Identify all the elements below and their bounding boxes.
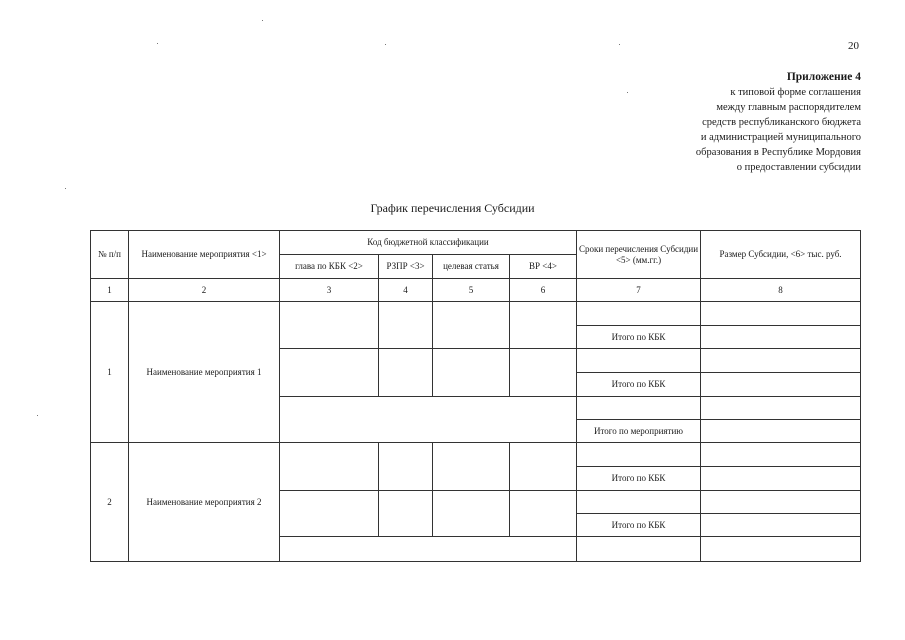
cell-vr bbox=[510, 443, 577, 491]
cell-amount bbox=[701, 467, 861, 491]
cell-rzpr bbox=[379, 491, 433, 537]
page-number: 20 bbox=[848, 40, 859, 52]
appendix-line: образования в Республике Мордовия bbox=[695, 147, 861, 158]
kbk-total-label: Итого по КБК bbox=[577, 326, 701, 349]
subsidy-schedule-table bbox=[90, 230, 861, 562]
kbk-total-label: Итого по КБК bbox=[577, 373, 701, 397]
cell-amount bbox=[701, 443, 861, 467]
col-number: 5 bbox=[433, 279, 510, 302]
scan-speck bbox=[157, 43, 158, 44]
header-event: Наименование мероприятия <1> bbox=[129, 231, 280, 279]
row-num: 2 bbox=[91, 443, 129, 562]
cell-rzpr bbox=[379, 302, 433, 349]
appendix-block bbox=[696, 70, 861, 175]
cell-target bbox=[433, 491, 510, 537]
cell-amount bbox=[701, 373, 861, 397]
cell-amount bbox=[701, 420, 861, 443]
event-total-label: Итого по мероприятию bbox=[577, 420, 701, 443]
cell-amount bbox=[701, 302, 861, 326]
cell-merged-kbk bbox=[280, 537, 577, 562]
scan-speck bbox=[619, 44, 620, 45]
cell-merged-kbk bbox=[280, 397, 577, 443]
appendix-line: и администрацией муниципального bbox=[700, 132, 861, 143]
cell-term bbox=[577, 537, 701, 562]
row-event-name: Наименование мероприятия 1 bbox=[129, 302, 280, 443]
header-vr: ВР <4> bbox=[510, 255, 577, 279]
header-chapter: глава по КБК <2> bbox=[280, 255, 379, 279]
col-number: 1 bbox=[91, 279, 129, 302]
cell-rzpr bbox=[379, 349, 433, 397]
row-event-name: Наименование мероприятия 2 bbox=[129, 443, 280, 562]
cell-vr bbox=[510, 491, 577, 537]
cell-term bbox=[577, 443, 701, 467]
scan-speck bbox=[37, 415, 38, 416]
scan-speck bbox=[385, 44, 386, 45]
cell-chapter bbox=[280, 302, 379, 349]
col-number: 6 bbox=[510, 279, 577, 302]
col-number: 2 bbox=[129, 279, 280, 302]
header-terms: Сроки перечисления Субсидии <5> (мм.гг.) bbox=[577, 231, 701, 279]
cell-term bbox=[577, 349, 701, 373]
col-number: 8 bbox=[701, 279, 861, 302]
cell-target bbox=[433, 302, 510, 349]
header-target: целевая статья bbox=[433, 255, 510, 279]
header-num: № п/п bbox=[91, 231, 129, 279]
cell-chapter bbox=[280, 349, 379, 397]
cell-rzpr bbox=[379, 443, 433, 491]
cell-target bbox=[433, 349, 510, 397]
kbk-total-label: Итого по КБК bbox=[577, 467, 701, 491]
row-num: 1 bbox=[91, 302, 129, 443]
cell-term bbox=[577, 302, 701, 326]
col-number: 3 bbox=[280, 279, 379, 302]
cell-amount bbox=[701, 397, 861, 420]
cell-amount bbox=[701, 514, 861, 537]
cell-vr bbox=[510, 302, 577, 349]
document-title: График перечисления Субсидии bbox=[370, 201, 535, 215]
cell-vr bbox=[510, 349, 577, 397]
header-amount: Размер Субсидии, <6> тыс. руб. bbox=[701, 231, 861, 279]
header-rzpr: РЗПР <3> bbox=[379, 255, 433, 279]
appendix-line: о предоставлении субсидии bbox=[736, 162, 861, 173]
appendix-line: между главным распорядителем bbox=[716, 102, 861, 113]
cell-chapter bbox=[280, 491, 379, 537]
col-number: 4 bbox=[379, 279, 433, 302]
col-number: 7 bbox=[577, 279, 701, 302]
cell-amount bbox=[701, 349, 861, 373]
cell-amount bbox=[701, 537, 861, 562]
cell-amount bbox=[701, 326, 861, 349]
scan-speck bbox=[262, 20, 263, 21]
cell-term bbox=[577, 397, 701, 420]
cell-target bbox=[433, 443, 510, 491]
appendix-line: к типовой форме соглашения bbox=[730, 87, 861, 98]
kbk-total-label: Итого по КБК bbox=[577, 514, 701, 537]
appendix-line: средств республиканского бюджета bbox=[702, 117, 861, 128]
scan-speck bbox=[65, 188, 66, 189]
cell-amount bbox=[701, 491, 861, 514]
cell-chapter bbox=[280, 443, 379, 491]
cell-term bbox=[577, 491, 701, 514]
appendix-heading: Приложение 4 bbox=[786, 71, 861, 83]
header-kbk-group: Код бюджетной классификации bbox=[280, 231, 577, 255]
scan-speck bbox=[627, 92, 628, 93]
